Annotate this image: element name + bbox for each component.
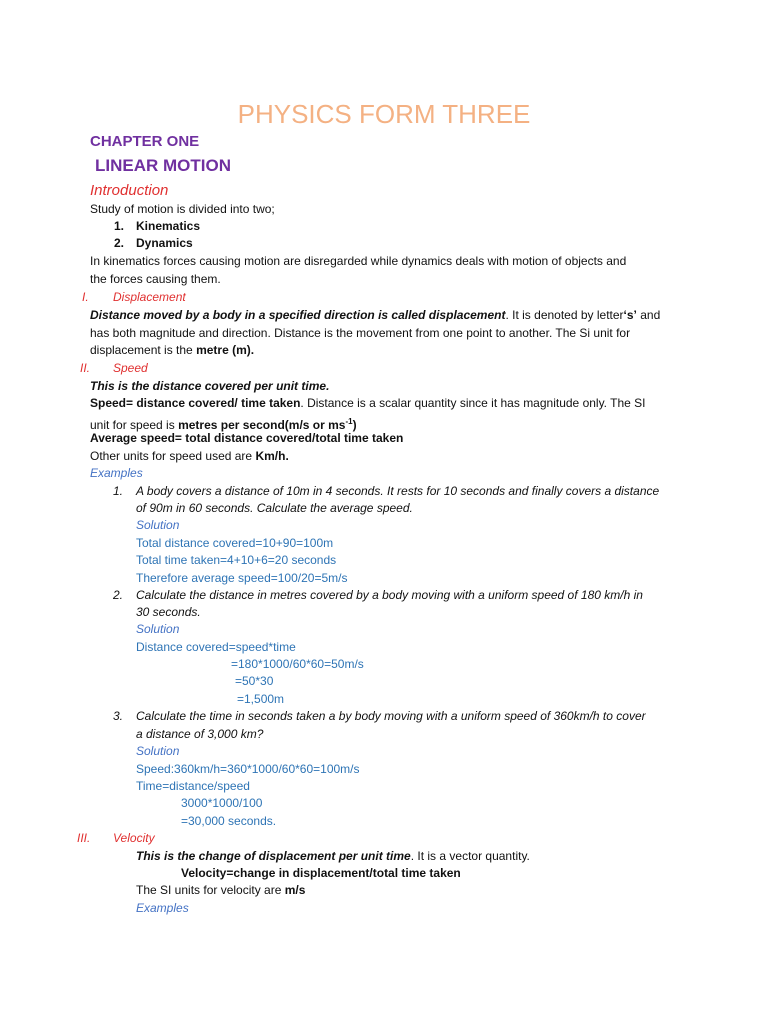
displacement-definition-rest: . It is denoted by letter <box>505 308 624 322</box>
speed-formula-bold: Speed= distance covered/ time taken <box>90 396 301 410</box>
other-units <box>90 448 289 465</box>
section-number: II. <box>80 361 91 375</box>
velocity-units <box>136 882 305 899</box>
displacement-unit <box>90 342 254 359</box>
other-units-value: Km/h. <box>255 449 289 463</box>
example-question: of 90m in 60 seconds. Calculate the average speed. <box>136 501 413 515</box>
speed-heading: Speed <box>113 361 148 375</box>
solution-label: Solution <box>136 622 180 636</box>
other-units-text: Other units for speed used are <box>90 449 256 463</box>
introduction-heading: Introduction <box>90 182 169 199</box>
speed-formula-rest: . Distance is a scalar quantity since it has magnitude only. The SI <box>300 396 646 410</box>
displacement-unit-value: metre (m). <box>196 343 255 357</box>
example-question: Calculate the time in seconds taken a by body moving with a uniform speed of 360km/h to cover <box>136 709 646 723</box>
example-question: 30 seconds. <box>136 605 201 619</box>
page-title: PHYSICS FORM THREE <box>237 99 531 129</box>
velocity-units-text: The SI units for velocity are <box>136 883 285 897</box>
example-question: Calculate the distance in metres covered by a body moving with a uniform speed of 180 km/h in <box>136 588 643 602</box>
displacement-unit-text: displacement is the <box>90 343 197 357</box>
solution-line: =50*30 <box>235 674 274 688</box>
intro-line: Study of motion is divided into two; <box>90 202 275 216</box>
list-item-dynamics: Dynamics <box>136 236 193 250</box>
velocity-units-value: m/s <box>284 883 306 897</box>
solution-line: =30,000 seconds. <box>181 814 277 828</box>
examples-label: Examples <box>90 466 143 480</box>
solution-line: 3000*1000/100 <box>181 796 263 810</box>
speed-unit-text: unit for speed is <box>90 418 179 432</box>
displacement-definition-bold: Distance moved by a body in a specified direction is called displacement <box>90 308 506 322</box>
speed-unit-close: ) <box>352 418 357 432</box>
solution-label: Solution <box>136 518 180 532</box>
solution-line: Therefore average speed=100/20=5m/s <box>136 571 348 585</box>
examples-label: Examples <box>136 901 189 915</box>
topic-heading: LINEAR MOTION <box>95 156 231 175</box>
example-question: A body covers a distance of 10m in 4 seconds. It rests for 10 seconds and finally covers a distance <box>136 484 660 498</box>
example-number: 1. <box>113 484 124 498</box>
list-item-kinematics: Kinematics <box>136 219 201 233</box>
list-number: 2. <box>114 236 125 250</box>
displacement-definition <box>90 307 660 324</box>
solution-line: =1,500m <box>237 692 285 706</box>
velocity-definition-rest: . It is a vector quantity. <box>410 849 530 863</box>
solution-line: Speed:360km/h=360*1000/60*60=100m/s <box>136 762 360 776</box>
displacement-heading: Displacement <box>113 290 186 304</box>
list-number: 1. <box>114 219 125 233</box>
velocity-formula: Velocity=change in displacement/total time taken <box>181 866 461 880</box>
solution-line: Time=distance/speed <box>136 779 250 793</box>
velocity-definition-bold: This is the change of displacement per unit time <box>136 849 411 863</box>
displacement-letter: ‘s’ <box>623 308 637 322</box>
velocity-definition <box>136 848 530 865</box>
speed-unit-value: metres per second(m/s or ms <box>178 418 346 432</box>
solution-line: Total distance covered=10+90=100m <box>136 536 334 550</box>
example-number: 2. <box>113 588 124 602</box>
solution-line: =180*1000/60*60=50m/s <box>231 657 364 671</box>
section-number: I. <box>82 290 89 304</box>
intro-paragraph: the forces causing them. <box>90 272 221 286</box>
displacement-definition-end: and <box>636 308 661 322</box>
solution-line: Distance covered=speed*time <box>136 640 296 654</box>
example-question: a distance of 3,000 km? <box>136 727 264 741</box>
speed-unit-superscript: -1 <box>345 417 353 426</box>
average-speed-formula: Average speed= total distance covered/total time taken <box>90 431 404 445</box>
solution-label: Solution <box>136 744 180 758</box>
displacement-text: has both magnitude and direction. Distance is the movement from one point to another. The Si unit for <box>90 326 631 340</box>
section-number: III. <box>77 831 91 845</box>
speed-formula <box>90 395 646 412</box>
intro-paragraph: In kinematics forces causing motion are disregarded while dynamics deals with motion of objects and <box>90 254 627 268</box>
example-number: 3. <box>113 709 124 723</box>
velocity-heading: Velocity <box>113 831 155 845</box>
chapter-heading: CHAPTER ONE <box>90 133 200 150</box>
speed-definition: This is the distance covered per unit time. <box>90 379 330 393</box>
solution-line: Total time taken=4+10+6=20 seconds <box>136 553 337 567</box>
